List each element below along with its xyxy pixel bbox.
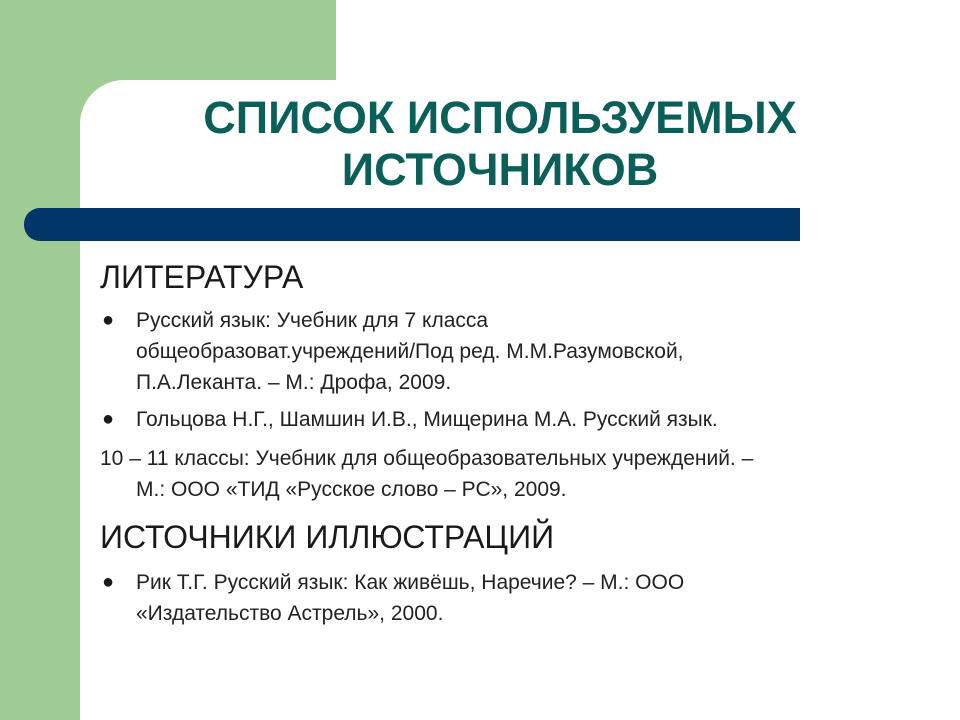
list-item [100, 305, 940, 398]
illustrations-list [100, 567, 940, 629]
item-line: Русский язык: Учебник для 7 класса [136, 309, 489, 332]
list-item [100, 404, 940, 435]
title-underline-bar [24, 208, 800, 241]
item-line: «Издательство Астрель», 2000. [136, 602, 444, 625]
slide-content [100, 255, 940, 629]
list-item [100, 567, 940, 629]
literature-list [100, 305, 940, 435]
bullet-icon: ● [102, 571, 115, 593]
slide-title-line-2: ИСТОЧНИКОВ [341, 144, 659, 195]
slide-title [120, 92, 880, 196]
bullet-icon: ● [102, 309, 115, 331]
item-line: П.А.Леканта. – М.: Дрофа, 2009. [136, 371, 452, 394]
item-line: общеобразоват.учреждений/Под ред. М.М.Разумовской, [136, 340, 684, 363]
literature-continuation [100, 443, 940, 505]
continuation-line-2: М.: ООО «ТИД «Русское слово – РС», 2009. [136, 478, 567, 501]
item-line: Рик Т.Г. Русский язык: Как живёшь, Наречие? – М.: ООО [136, 571, 685, 594]
illustrations-heading: ИСТОЧНИКИ ИЛЛЮСТРАЦИЙ [100, 519, 555, 555]
continuation-line-1: 10 – 11 классы: Учебник для общеобразовательных учреждений. – [100, 447, 754, 470]
item-line: Гольцова Н.Г., Шамшин И.В., Мищерина М.А. Русский язык. [136, 408, 718, 431]
slide-title-line-1: СПИСОК ИСПОЛЬЗУЕМЫХ [203, 92, 797, 143]
bullet-icon: ● [102, 408, 115, 430]
literature-heading: ЛИТЕРАТУРА [100, 259, 304, 295]
